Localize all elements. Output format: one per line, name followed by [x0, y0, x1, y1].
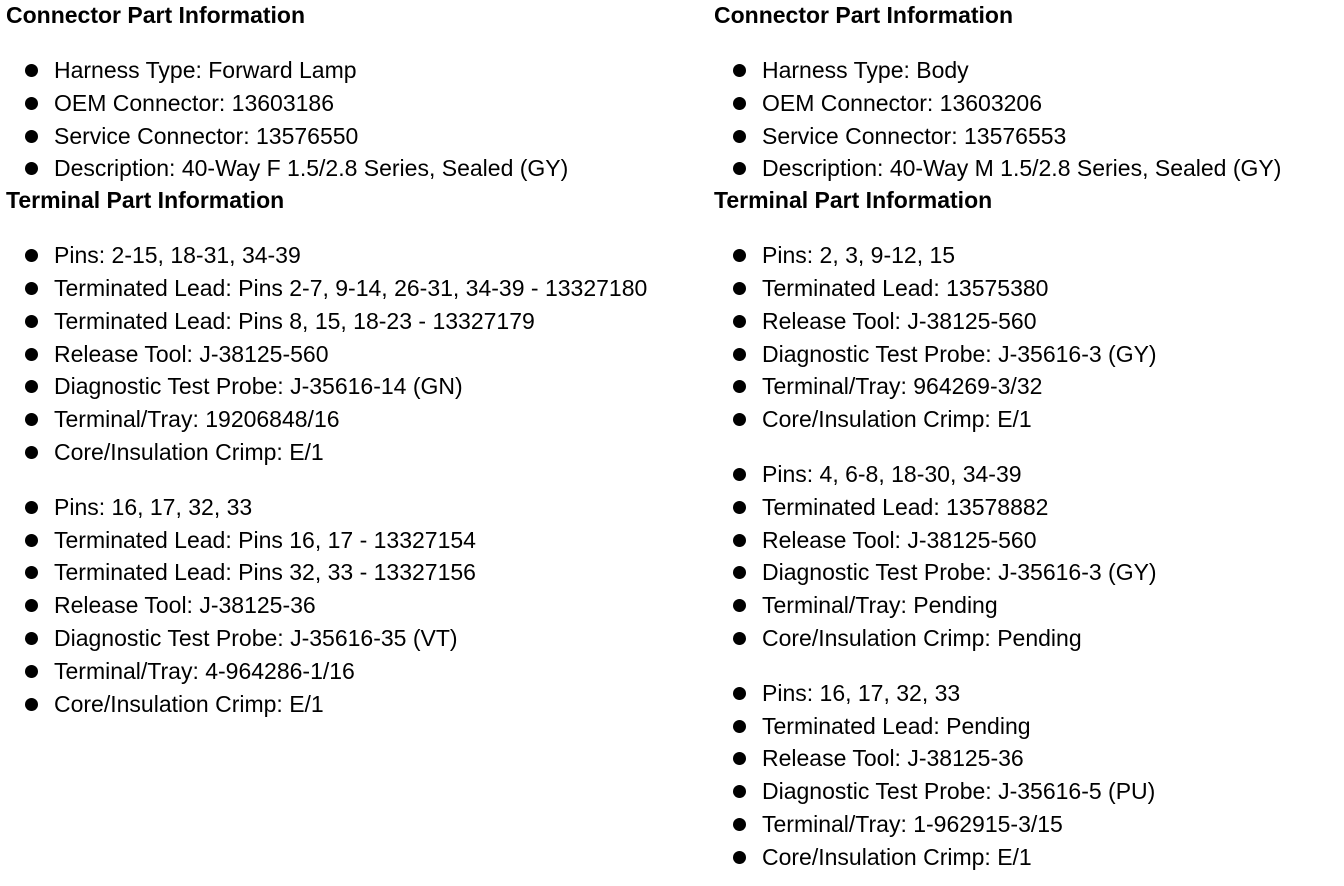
list-item [6, 87, 706, 120]
list-item-text: Pins: 16, 17, 32, 33 [54, 493, 253, 520]
bullet-icon [25, 665, 38, 678]
connector-list [6, 54, 706, 185]
list-item-text: Pins: 2-15, 18-31, 34-39 [54, 242, 301, 269]
list-item [6, 688, 706, 721]
list-item-text: Terminal/Tray: 19206848/16 [54, 406, 340, 433]
bullet-icon [25, 380, 38, 393]
bullet-icon [25, 348, 38, 361]
list-item-text: Core/Insulation Crimp: E/1 [762, 843, 1032, 870]
bullet-icon [25, 566, 38, 579]
terminal-heading: Terminal Part Information [714, 187, 993, 214]
list-item-text: Terminated Lead: Pins 16, 17 - 13327154 [54, 526, 476, 553]
list-item [6, 338, 706, 371]
list-item [714, 152, 1344, 185]
list-item [714, 622, 1344, 655]
list-item-text: Description: 40-Way F 1.5/2.8 Series, Sealed (GY) [54, 155, 569, 182]
bullet-icon [25, 599, 38, 612]
list-item-text: Pins: 4, 6-8, 18-30, 34-39 [762, 460, 1022, 487]
bullet-icon [733, 282, 746, 295]
list-item [6, 589, 706, 622]
bullet-icon [733, 97, 746, 110]
list-item [714, 775, 1344, 808]
list-item-text: Harness Type: Body [762, 57, 969, 83]
list-item-text: Terminal/Tray: 4-964286-1/16 [54, 657, 355, 684]
list-item-text: Core/Insulation Crimp: Pending [762, 624, 1082, 651]
list-item [714, 272, 1344, 305]
list-item [714, 491, 1344, 524]
list-item [714, 589, 1344, 622]
list-item-text: Diagnostic Test Probe: J-35616-5 (PU) [762, 778, 1156, 805]
list-item-text: Release Tool: J-38125-36 [762, 745, 1024, 772]
list-item-text: Core/Insulation Crimp: E/1 [762, 406, 1032, 433]
connector-heading: Connector Part Information [6, 2, 306, 28]
right-column [714, 0, 1344, 874]
bullet-icon [25, 315, 38, 328]
bullet-icon [733, 249, 746, 262]
terminal-list [6, 491, 706, 721]
list-item [6, 524, 706, 557]
list-item [714, 338, 1344, 371]
list-item [714, 808, 1344, 841]
connector-list [714, 54, 1344, 185]
bullet-icon [733, 818, 746, 831]
bullet-icon [25, 130, 38, 143]
bullet-icon [733, 130, 746, 143]
list-item [6, 403, 706, 436]
list-item-text: Terminated Lead: Pins 32, 33 - 13327156 [54, 559, 476, 586]
list-item-text: OEM Connector: 13603186 [54, 89, 335, 116]
list-item-text: Diagnostic Test Probe: J-35616-14 (GN) [54, 373, 463, 400]
bullet-icon [25, 698, 38, 711]
list-item-text: Terminated Lead: Pins 8, 15, 18-23 - 13327179 [54, 307, 535, 334]
list-item-text: Description: 40-Way M 1.5/2.8 Series, Sealed (GY) [762, 155, 1282, 182]
list-item-text: OEM Connector: 13603206 [762, 89, 1043, 116]
bullet-icon [733, 501, 746, 514]
list-item-text: Core/Insulation Crimp: E/1 [54, 690, 324, 717]
bullet-icon [733, 687, 746, 700]
list-item [6, 436, 706, 469]
list-item [714, 120, 1344, 153]
list-item-text: Terminal/Tray: Pending [762, 592, 998, 619]
list-item-text: Core/Insulation Crimp: E/1 [54, 438, 324, 465]
list-item [714, 742, 1344, 775]
bullet-icon [25, 632, 38, 645]
bullet-icon [733, 851, 746, 864]
list-item [714, 677, 1344, 710]
bullet-icon [733, 380, 746, 393]
list-item [6, 622, 706, 655]
bullet-icon [733, 413, 746, 426]
list-item-text: Release Tool: J-38125-560 [762, 307, 1037, 334]
list-item-text: Terminated Lead: 13578882 [762, 493, 1049, 520]
list-item [6, 272, 706, 305]
bullet-icon [733, 534, 746, 547]
list-item-text: Diagnostic Test Probe: J-35616-3 (GY) [762, 559, 1157, 586]
list-item-text: Service Connector: 13576553 [762, 122, 1067, 149]
bullet-icon [733, 468, 746, 481]
list-item [6, 239, 706, 272]
bullet-icon [25, 97, 38, 110]
bullet-icon [25, 446, 38, 459]
list-item-text: Terminated Lead: 13575380 [762, 274, 1049, 301]
terminal-list [714, 458, 1344, 655]
terminal-groups [714, 239, 1344, 873]
list-item-text: Pins: 16, 17, 32, 33 [762, 679, 961, 706]
bullet-icon [733, 64, 746, 77]
bullet-icon [25, 413, 38, 426]
list-item-text: Release Tool: J-38125-560 [54, 340, 329, 367]
list-item [714, 370, 1344, 403]
list-item [6, 54, 706, 87]
list-item [6, 120, 706, 153]
bullet-icon [25, 249, 38, 262]
list-item [714, 458, 1344, 491]
list-item [714, 524, 1344, 557]
bullet-icon [733, 315, 746, 328]
list-item-text: Diagnostic Test Probe: J-35616-3 (GY) [762, 340, 1157, 367]
list-item [714, 239, 1344, 272]
list-item-text: Terminal/Tray: 1-962915-3/15 [762, 810, 1063, 837]
list-item [6, 655, 706, 688]
list-item [714, 87, 1344, 120]
list-item [714, 556, 1344, 589]
list-item-text: Harness Type: Forward Lamp [54, 57, 357, 83]
bullet-icon [25, 64, 38, 77]
list-item-text: Terminated Lead: Pins 2-7, 9-14, 26-31, 34-39 - 13327180 [54, 274, 648, 301]
terminal-heading: Terminal Part Information [6, 187, 285, 214]
terminal-list [6, 239, 706, 469]
list-item [6, 152, 706, 185]
list-item [714, 403, 1344, 436]
list-item-text: Service Connector: 13576550 [54, 122, 359, 149]
bullet-icon [733, 566, 746, 579]
bullet-icon [733, 599, 746, 612]
bullet-icon [25, 162, 38, 175]
terminal-list [714, 677, 1344, 874]
list-item [714, 710, 1344, 743]
left-column [6, 0, 706, 720]
connector-heading: Connector Part Information [714, 2, 1014, 28]
bullet-icon [733, 785, 746, 798]
list-item [6, 305, 706, 338]
terminal-groups [6, 239, 706, 720]
list-item-text: Release Tool: J-38125-36 [54, 592, 316, 619]
bullet-icon [25, 534, 38, 547]
bullet-icon [25, 501, 38, 514]
bullet-icon [733, 632, 746, 645]
list-item-text: Terminated Lead: Pending [762, 712, 1031, 739]
bullet-icon [733, 162, 746, 175]
list-item [714, 305, 1344, 338]
list-item-text: Pins: 2, 3, 9-12, 15 [762, 242, 956, 269]
terminal-list [714, 239, 1344, 436]
bullet-icon [733, 348, 746, 361]
list-item-text: Release Tool: J-38125-560 [762, 526, 1037, 553]
list-item [6, 491, 706, 524]
list-item [714, 841, 1344, 874]
list-item [6, 556, 706, 589]
bullet-icon [25, 282, 38, 295]
bullet-icon [733, 752, 746, 765]
list-item-text: Terminal/Tray: 964269-3/32 [762, 373, 1043, 400]
list-item [6, 370, 706, 403]
list-item [714, 54, 1344, 87]
list-item-text: Diagnostic Test Probe: J-35616-35 (VT) [54, 624, 458, 651]
bullet-icon [733, 720, 746, 733]
